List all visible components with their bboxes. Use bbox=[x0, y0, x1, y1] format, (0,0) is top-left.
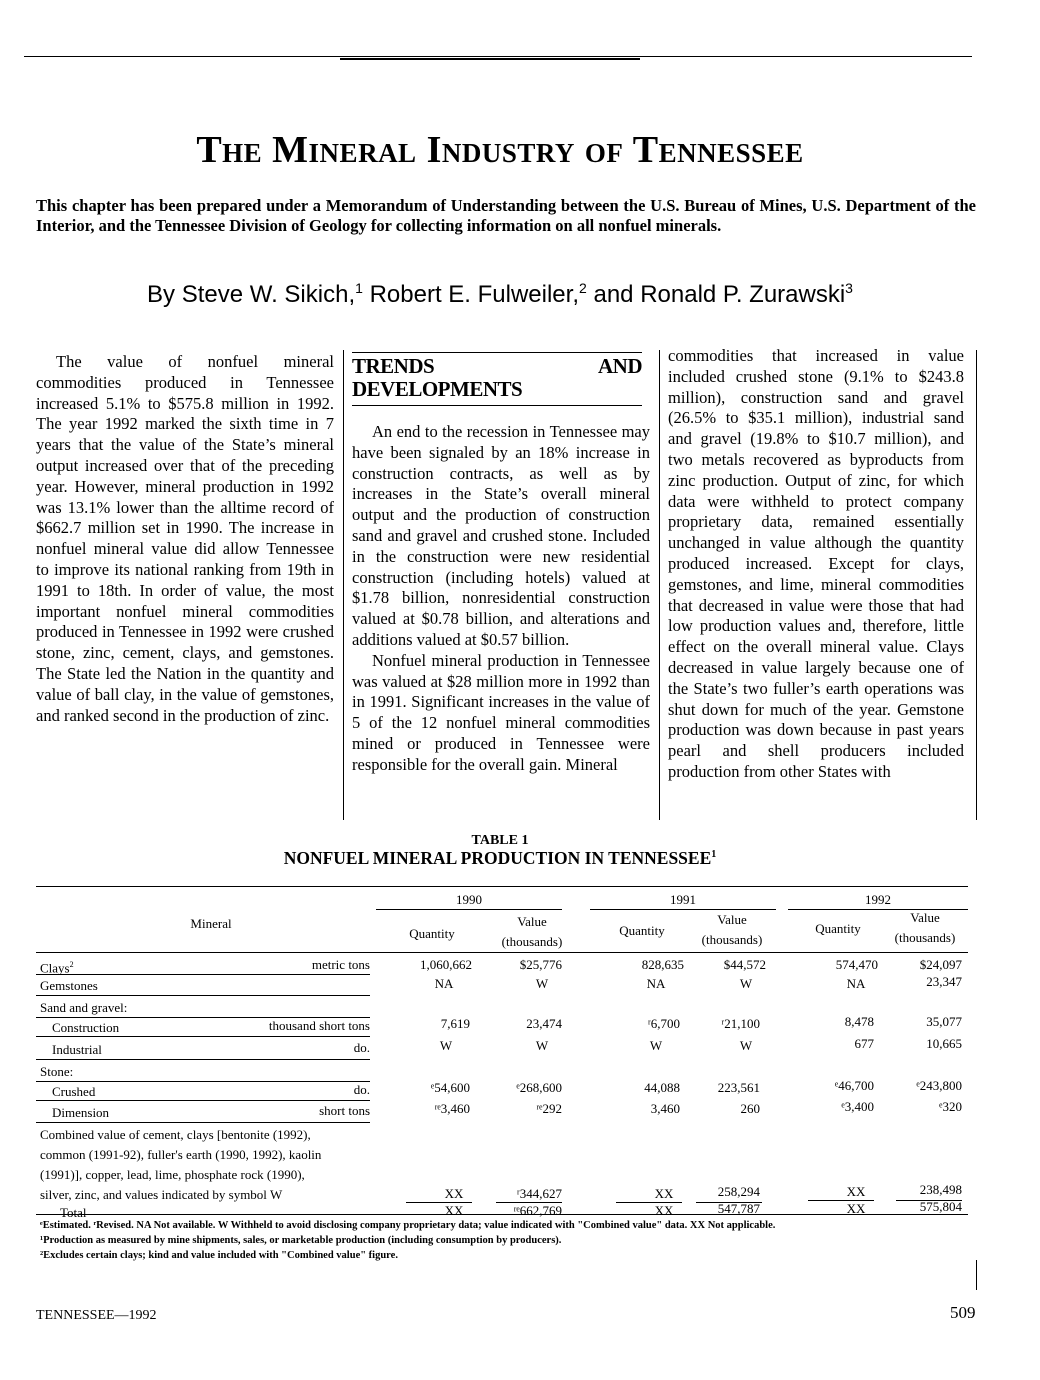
value-header-1990: Value bbox=[517, 914, 547, 929]
total-1990-quantity: XX bbox=[444, 1203, 464, 1218]
author-2-footnote: 2 bbox=[579, 280, 587, 296]
combined-label-line-1: Combined value of cement, clays [bentonite (1992), bbox=[40, 1127, 311, 1142]
unit-crushed: do. bbox=[353, 1082, 370, 1097]
dimension-1991-value: 260 bbox=[740, 1101, 760, 1116]
clays-row-rule bbox=[36, 974, 370, 975]
crushed-1992-value: ᵉ243,800 bbox=[916, 1078, 962, 1093]
author-3: Ronald P. Zurawski bbox=[640, 281, 846, 308]
gemstones-1992-value: 23,347 bbox=[926, 974, 962, 989]
mineral-header: Mineral bbox=[190, 916, 232, 931]
industrial-1991-value: W bbox=[739, 1038, 753, 1053]
combined-1990-quantity: XX bbox=[444, 1186, 464, 1201]
author-2: Robert E. Fulweiler, bbox=[362, 281, 579, 308]
dimension-1990-quantity: ʳᵉ3,460 bbox=[434, 1101, 470, 1116]
construction-1990-quantity: 7,619 bbox=[440, 1016, 470, 1031]
gemstones-1991-quantity: NA bbox=[646, 976, 666, 991]
combined-1990-value: ʳ344,627 bbox=[516, 1186, 562, 1201]
section-heading-trends: TRENDS AND DEVELOPMENTS bbox=[352, 352, 642, 406]
gemstones-1990-quantity: NA bbox=[434, 976, 454, 991]
gemstones-1991-value: W bbox=[739, 976, 753, 991]
combined-1991-quantity: XX bbox=[654, 1186, 674, 1201]
clays-label-text: Clays bbox=[40, 960, 70, 976]
table-title-footnote: 1 bbox=[711, 849, 717, 861]
dimension-1992-quantity: ᵉ3,400 bbox=[841, 1099, 874, 1114]
row-label-construction: Construction bbox=[52, 1020, 120, 1035]
row-label-crushed: Crushed bbox=[52, 1084, 96, 1099]
combined-label-line-4: silver, zinc, and values indicated by symbol W bbox=[40, 1187, 283, 1202]
column-divider-2 bbox=[659, 350, 660, 820]
combined-label-line-3: (1991)], copper, lead, lime, phosphate rock (1990), bbox=[40, 1167, 305, 1182]
value-unit-header-1992: (thousands) bbox=[894, 930, 956, 945]
clays-1991-value: $44,572 bbox=[723, 957, 766, 972]
combined-label-line-2: common (1991-92), fuller's earth (1990, 1992), kaolin bbox=[40, 1147, 322, 1162]
row-label-sand-and-gravel: Sand and gravel: bbox=[40, 1000, 128, 1015]
table-top-rule bbox=[36, 886, 968, 887]
table-bottom-rule bbox=[36, 1214, 968, 1215]
combined-1992-quantity: XX bbox=[846, 1184, 866, 1199]
page-number: 509 bbox=[950, 1303, 976, 1322]
total-1990-value: ʳᵉ662,769 bbox=[513, 1203, 562, 1218]
clays-1990-quantity: 1,060,662 bbox=[420, 957, 472, 972]
col1-paragraph-1: The value of nonfuel mineral commodities produced in Tennessee increased 5.1% to $575.8 million in 1992. The year 1992 marked the sixth time in 7 years that the value of the State’s mineral output increased over that of the preceding year. However, mineral production in 1992 was 13.1% lower than the alltime record of $662.7 million set in 1990. The increase in nonfuel mineral value did allow Tennessee to improve its national ranking from 19th in 1991 to 18th. In order of value, the most important nonfuel mineral commodities produced in Tennessee in 1992 were crushed stone, zinc, cement, clays, and gemstones. The State led the Nation in the quantity and value of ball clay, in the value of gemstones, and ranked second in the production of zinc. bbox=[36, 352, 334, 725]
top-rule-accent bbox=[340, 58, 640, 60]
total-1992-quantity: XX bbox=[846, 1201, 866, 1216]
table-caption: TABLE 1 bbox=[471, 833, 529, 848]
year-rule-1991 bbox=[590, 909, 776, 910]
row-label-stone: Stone: bbox=[40, 1064, 74, 1079]
value-header-1991: Value bbox=[717, 912, 747, 927]
clays-1990-value: $25,776 bbox=[519, 957, 562, 972]
industrial-1990-quantity: W bbox=[439, 1038, 453, 1053]
dimension-1990-value: ʳᵉ292 bbox=[536, 1101, 562, 1116]
row-label-dimension: Dimension bbox=[52, 1105, 110, 1120]
gemstones-row-rule bbox=[36, 995, 370, 996]
industrial-1992-quantity: 677 bbox=[854, 1036, 874, 1051]
table-title-text: NONFUEL MINERAL PRODUCTION IN TENNESSEE bbox=[283, 848, 712, 868]
total-1992-value: 575,804 bbox=[919, 1199, 962, 1214]
year-header-1992: 1992 bbox=[865, 892, 891, 907]
year-rule-1990 bbox=[376, 909, 562, 910]
clays-footnote: 2 bbox=[69, 960, 74, 969]
crushed-row-rule bbox=[36, 1100, 370, 1101]
clays-1991-quantity: 828,635 bbox=[641, 957, 684, 972]
col2-paragraph-1: An end to the recession in Tennessee may have been signaled by an 18% increase in construction contracts, as well as by increases in the State’s overall mineral output and the production of construction sand and gravel and crushed stone. Included in the construction were new residential construction (including hotels) valued at $1.78 billion, nonresidential construction valued at $0.78 billion, and alterations and additions valued at $0.57 billion. bbox=[352, 422, 650, 649]
construction-1990-value: 23,474 bbox=[526, 1016, 562, 1031]
industrial-row-rule bbox=[36, 1059, 370, 1060]
construction-1992-value: 35,077 bbox=[926, 1014, 962, 1029]
byline-prefix: By bbox=[147, 281, 182, 308]
clays-1992-value: $24,097 bbox=[919, 957, 962, 972]
column-3 bbox=[668, 346, 964, 783]
table-note-2: ¹Production as measured by mine shipments, sales, or marketable production (including consumption by producers). bbox=[40, 1235, 562, 1246]
value-header-1992: Value bbox=[910, 910, 940, 925]
footer-running-head: TENNESSEE—1992 bbox=[36, 1308, 157, 1323]
year-header-1990: 1990 bbox=[456, 892, 482, 907]
crushed-1991-quantity: 44,088 bbox=[644, 1080, 680, 1095]
quantity-header-1990: Quantity bbox=[409, 926, 455, 941]
gemstones-1990-value: W bbox=[535, 976, 549, 991]
clays-1992-quantity: 574,470 bbox=[835, 957, 878, 972]
author-1: Steve W. Sikich, bbox=[181, 281, 356, 308]
col2-paragraph-2: Nonfuel mineral production in Tennessee was valued at $28 million more in 1992 than in 1991. Significant increases in the value of 5 of the 12 nonfuel mineral commodities mined or produced in Tennessee were responsible for the overall gain. Mineral bbox=[352, 650, 650, 774]
author-3-footnote: 3 bbox=[845, 280, 853, 296]
row-label-total: Total bbox=[60, 1205, 87, 1220]
col3-paragraph-1: commodities that increased in value included crushed stone (9.1% to $243.8 million), construction sand and gravel (26.5% to $35.1 million), industrial sand and gravel (19.8% to $10.7 million), and two metals recovered as byproducts from zinc production. Output of zinc, for which data were withheld to protect company proprietary data, remained essentially unchanged in value although the quantity produced increased. Except for clays, gemstones, and lime, mineral commodities that decreased in value were those that had low production values and, therefore, little effect on the overall mineral value. Clays decreased in value largely because one of the State’s two fuller’s earth operations was shut down for much of the year. Gemstone production was down because in past years pearl and shell producers included production from other States with bbox=[668, 346, 964, 781]
unit-clays: metric tons bbox=[311, 957, 370, 972]
unit-industrial: do. bbox=[353, 1040, 370, 1055]
dimension-1992-value: ᵉ320 bbox=[939, 1099, 962, 1114]
construction-1991-quantity: ʳ6,700 bbox=[647, 1016, 680, 1031]
crushed-1991-value: 223,561 bbox=[717, 1080, 760, 1095]
page-title: The Mineral Industry of Tennessee bbox=[196, 129, 804, 171]
top-rule bbox=[24, 56, 972, 57]
total-1991-value: 547,787 bbox=[717, 1201, 760, 1216]
column-1 bbox=[36, 352, 334, 726]
quantity-header-1992: Quantity bbox=[815, 921, 861, 936]
byline-and: and bbox=[586, 281, 641, 308]
intro-paragraph: This chapter has been prepared under a Memorandum of Understanding between the U.S. Bureau of Mines, U.S. Department of the Interior, and the Tennessee Division of Geology for collecting information on all nonfuel minerals. bbox=[36, 196, 976, 235]
industrial-1992-value: 10,665 bbox=[926, 1036, 962, 1051]
column-divider-3 bbox=[976, 350, 977, 820]
year-header-1991: 1991 bbox=[670, 892, 696, 907]
crushed-1990-quantity: ᵉ54,600 bbox=[430, 1080, 470, 1095]
value-unit-header-1991: (thousands) bbox=[701, 932, 763, 947]
column-2 bbox=[352, 352, 650, 776]
industrial-1991-quantity: W bbox=[649, 1038, 663, 1053]
gemstones-1992-quantity: NA bbox=[846, 976, 866, 991]
quantity-header-1991: Quantity bbox=[619, 923, 665, 938]
total-1991-quantity: XX bbox=[654, 1203, 674, 1218]
row-label-industrial: Industrial bbox=[52, 1042, 102, 1057]
crushed-1992-quantity: ᵉ46,700 bbox=[834, 1078, 874, 1093]
value-unit-header-1990: (thousands) bbox=[501, 934, 563, 949]
crushed-1990-value: ᵉ268,600 bbox=[516, 1080, 562, 1095]
footer-divider bbox=[976, 1260, 977, 1290]
row-label-clays bbox=[40, 957, 74, 975]
construction-1992-quantity: 8,478 bbox=[844, 1014, 874, 1029]
combined-1991-value: 258,294 bbox=[717, 1184, 760, 1199]
unit-construction: thousand short tons bbox=[268, 1018, 370, 1033]
unit-dimension: short tons bbox=[319, 1103, 370, 1118]
row-label-gemstones: Gemstones bbox=[40, 978, 98, 993]
construction-1991-value: ʳ21,100 bbox=[721, 1016, 760, 1031]
dimension-row-rule bbox=[36, 1122, 370, 1123]
table-note-1: ᵉEstimated. ʳRevised. NA Not available. W Withheld to avoid disclosing company proprietary data; value indicated with "Combined value" data. XX Not applicable. bbox=[40, 1220, 776, 1231]
combined-1992-value: 238,498 bbox=[919, 1182, 962, 1197]
table-notes bbox=[40, 1218, 970, 1263]
construction-row-rule bbox=[36, 1036, 370, 1037]
author-1-footnote: 1 bbox=[355, 280, 363, 296]
table-note-3: ²Excludes certain clays; kind and value included with "Combined value" figure. bbox=[40, 1250, 398, 1261]
industrial-1990-value: W bbox=[535, 1038, 549, 1053]
header-bottom-rule bbox=[36, 952, 968, 953]
dimension-1991-quantity: 3,460 bbox=[650, 1101, 680, 1116]
table-title bbox=[0, 848, 1000, 869]
byline bbox=[0, 280, 1000, 309]
column-divider-1 bbox=[343, 350, 344, 820]
